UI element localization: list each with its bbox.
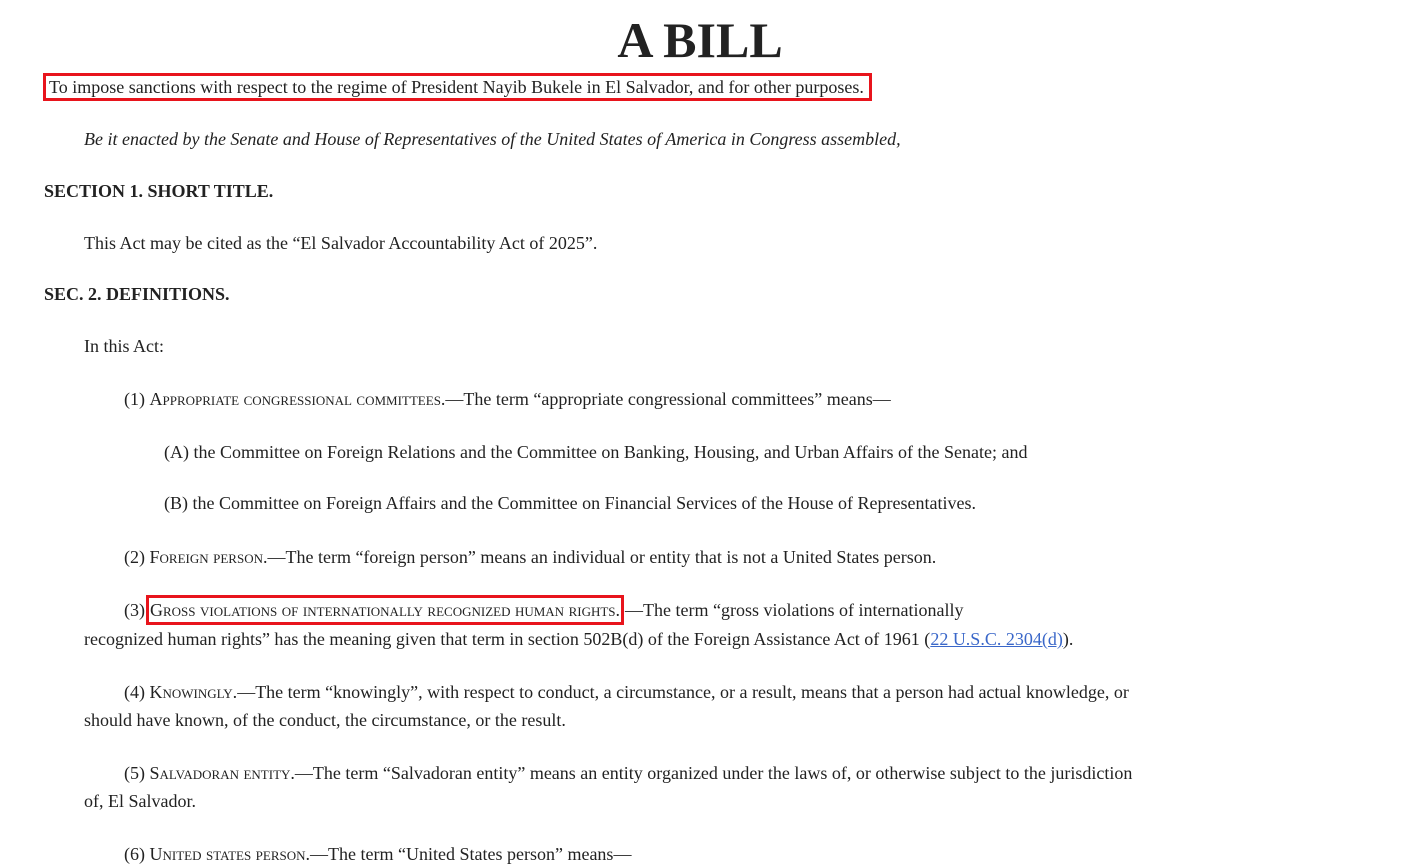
definition-1: [124, 385, 891, 413]
definition-4-text-line-2: should have known, of the conduct, the circumstance, or the result.: [84, 710, 566, 730]
definition-2-text: —The term “foreign person” means an individual or entity that is not a United States person.: [267, 547, 937, 567]
definition-4-text-line-1: —The term “knowingly”, with respect to conduct, a circumstance, or a result, means that a person had actual knowledge, or: [237, 682, 1129, 702]
definition-5-number: (5): [124, 763, 145, 783]
definition-1-text: —The term “appropriate congressional committees” means—: [445, 389, 891, 409]
definition-6-number: (6): [124, 844, 145, 864]
definition-4-number: (4): [124, 682, 145, 702]
definition-4-term: Knowingly.: [149, 682, 238, 702]
section-2-intro: In this Act:: [84, 336, 164, 356]
definition-5-text-line-2: of, El Salvador.: [84, 791, 196, 811]
definition-2-term: Foreign person.: [149, 547, 268, 567]
definition-3-text-end: ).: [1062, 629, 1074, 649]
definition-1-number: (1): [124, 389, 145, 409]
section-2-heading: SEC. 2. DEFINITIONS.: [44, 284, 230, 304]
definition-2-number: (2): [124, 547, 145, 567]
purpose-statement-highlighted: To impose sanctions with respect to the regime of President Nayib Bukele in El Salvador, and for other purposes.: [43, 73, 872, 101]
definition-3-term-highlighted: Gross violations of internationally recognized human rights.: [146, 595, 624, 625]
definition-1-term: Appropriate congressional committees.: [149, 389, 446, 409]
definition-3-text-line-2: recognized human rights” has the meaning given that term in section 502B(d) of the Foreign Assistance Act of 1961 (: [84, 629, 931, 649]
definition-5-line-1: [124, 759, 1132, 787]
definition-6: [124, 840, 631, 868]
definition-3-number: (3): [124, 600, 145, 620]
definition-3-line-1: [124, 595, 963, 625]
definition-3-line-2: [84, 625, 1073, 653]
section-1-heading: SECTION 1. SHORT TITLE.: [44, 181, 274, 201]
definition-6-text: —The term “United States person” means—: [310, 844, 632, 864]
definition-3-text-line-1: —The term “gross violations of internationally: [625, 600, 964, 620]
enacting-clause: Be it enacted by the Senate and House of Representatives of the United States of America in Congress assembled,: [84, 129, 901, 149]
definition-6-term: United states person.: [149, 844, 311, 864]
section-1-text: This Act may be cited as the “El Salvador Accountability Act of 2025”.: [84, 233, 598, 253]
definition-5-term: Salvadoran entity.: [149, 763, 295, 783]
definition-1-subparagraph-a: (A) the Committee on Foreign Relations and the Committee on Banking, Housing, and Urban Affairs of the Senate; and: [164, 442, 1028, 462]
definition-1-subparagraph-b: (B) the Committee on Foreign Affairs and the Committee on Financial Services of the House of Representatives.: [164, 493, 976, 513]
usc-citation-link[interactable]: 22 U.S.C. 2304(d): [930, 629, 1063, 649]
definition-4-line-1: [124, 678, 1129, 706]
definition-5-text-line-1: —The term “Salvadoran entity” means an entity organized under the laws of, or otherwise subject to the jurisdiction: [294, 763, 1133, 783]
definition-2: [124, 543, 936, 571]
bill-title: A BILL: [617, 12, 783, 68]
